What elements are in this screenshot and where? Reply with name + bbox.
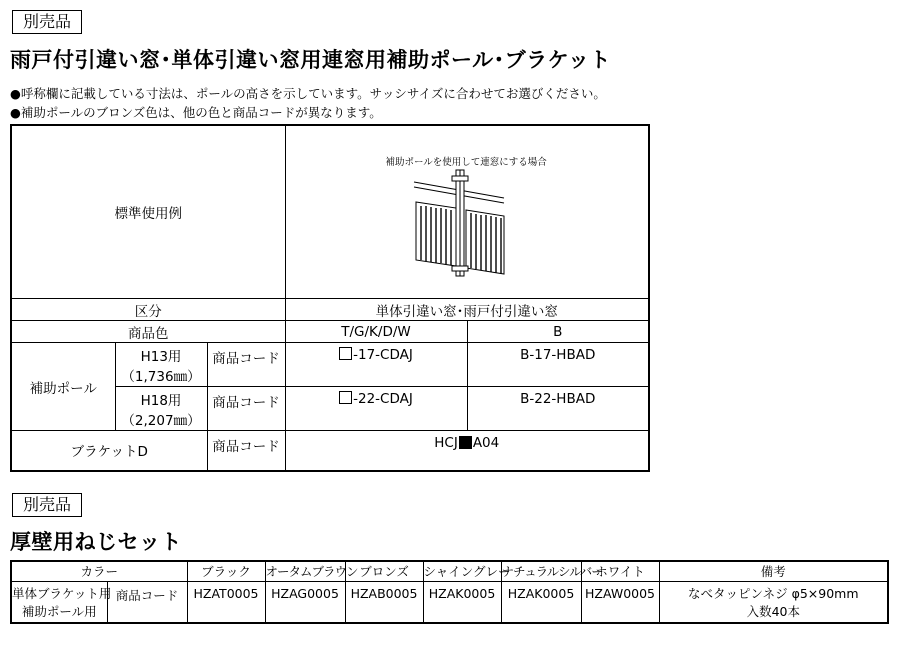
accessory-tag-2: 別売品 [12,493,82,517]
kubun-label: 区分 [11,299,285,321]
accessory-tag: 別売品 [12,10,82,34]
diagram-caption: 補助ポールを使用して連窓にする場合 [385,157,547,168]
placeholder-box-icon [339,347,352,360]
remarks-header: 備考 [659,561,888,581]
note-1: ●呼称欄に記載している寸法は、ポールの高さを示しています。サッシサイズに合わせてお選びください。 [10,86,606,101]
h18-size: （2,207㎜） [121,412,201,429]
h18-code-a [285,387,467,431]
pole-label: 補助ポール [11,343,115,431]
h18-label: H18用 [140,392,182,409]
item-line-1: 単体ブラケット用 [12,585,112,601]
h13-code-label: 商品コード [207,343,285,387]
color-shine-gray: シャイングレー [423,561,501,581]
filled-box-icon [459,436,472,449]
h13-label: H13用 [140,348,182,365]
code-natural-silver: HZAK0005 [501,581,581,623]
pole-usage-diagram [286,126,650,298]
h13-code-a [285,343,467,387]
code-bronze: HZAB0005 [345,581,423,623]
h18-code-a-text: -22-CDAJ [353,391,413,407]
screw-set-table [10,560,889,624]
color-bronze: ブロンズ [345,561,423,581]
h18-code-b: B-22-HBAD [467,387,649,431]
item-cell [11,581,112,623]
h18-code-label: 商品コード [207,387,285,431]
example-diagram-cell [285,125,649,299]
remarks-line-2: 入数40本 [746,603,800,619]
bracket-code-post: A04 [472,435,500,451]
bracket-code-label: 商品コード [207,431,285,471]
color-autumn-brown: オータムブラウン [265,561,345,581]
bracket-label: ブラケットD [11,431,207,471]
section-title-2: 厚壁用ねじセット [10,530,182,554]
code-white: HZAW0005 [581,581,659,623]
color-natural-silver: ナチュラルシルバー [501,561,581,581]
note-2: ●補助ポールのブロンズ色は、他の色と商品コードが異なります。 [10,105,382,120]
color-a: T/G/K/D/W [285,321,467,343]
color-white: ホワイト [581,561,659,581]
kubun-value: 単体引違い窓･雨戸付引違い窓 [285,299,649,321]
remarks-cell [659,581,888,623]
code-black: HZAT0005 [187,581,265,623]
bracket-code-pre: HCJ [434,435,458,451]
color-header: カラー [11,561,187,581]
h18-cell [115,387,207,431]
remarks-line-1: なべタッピンネジ φ5×90mm [688,585,859,601]
h13-code-b: B-17-HBAD [467,343,649,387]
color-b: B [467,321,649,343]
code-shine-gray: HZAK0005 [423,581,501,623]
color-label: 商品色 [11,321,285,343]
pole-bracket-table [10,124,650,472]
example-label: 標準使用例 [11,125,285,299]
section-title: 雨戸付引違い窓･単体引違い窓用連窓用補助ポール･ブラケット [10,48,612,72]
bracket-code [285,431,649,471]
h13-cell [115,343,207,387]
code-autumn-brown: HZAG0005 [265,581,345,623]
placeholder-box-icon [339,391,352,404]
code-label: 商品コード [107,581,187,623]
h13-size: （1,736㎜） [121,368,201,385]
item-line-2: 補助ポール用 [21,603,97,619]
color-black: ブラック [187,561,265,581]
h13-code-a-text: -17-CDAJ [353,347,413,363]
